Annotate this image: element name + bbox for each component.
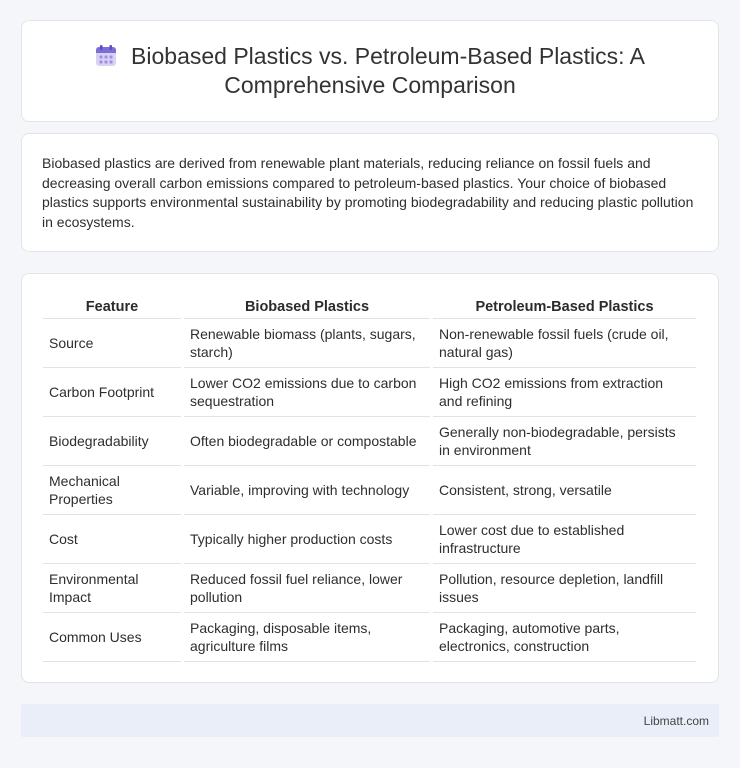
- page-title-container: [50, 42, 690, 100]
- feature-cell: Biodegradability: [43, 417, 181, 466]
- intro-paragraph: Biobased plastics are derived from renewable plant materials, reducing reliance on fossil fuels and decreasing overall carbon emissions compared to petroleum-based plastics. Your choice of biobased plastics supports environmental sustainability by promoting biodegradability and reducing plastic pollution in ecosystems.: [42, 155, 694, 230]
- petroleum-cell: Lower cost due to established infrastructure: [433, 515, 696, 564]
- page-title: Biobased Plastics vs. Petroleum-Based Plastics: A Comprehensive Comparison: [131, 43, 645, 98]
- table-header-row: [43, 296, 696, 319]
- petroleum-cell: Pollution, resource depletion, landfill issues: [433, 564, 696, 613]
- biobased-cell: Renewable biomass (plants, sugars, starch): [184, 319, 430, 368]
- feature-cell: Carbon Footprint: [43, 368, 181, 417]
- comparison-table: [40, 296, 699, 662]
- biobased-cell: Often biodegradable or compostable: [184, 417, 430, 466]
- petroleum-cell: Packaging, automotive parts, electronics, construction: [433, 613, 696, 662]
- column-header-biobased: Biobased Plastics: [184, 296, 430, 319]
- table-row: [43, 515, 696, 564]
- table-row: [43, 613, 696, 662]
- column-header-petroleum: Petroleum-Based Plastics: [433, 296, 696, 319]
- petroleum-cell: Non-renewable fossil fuels (crude oil, natural gas): [433, 319, 696, 368]
- table-row: [43, 466, 696, 515]
- table-row: [43, 368, 696, 417]
- title-card: [21, 20, 719, 122]
- table-row: [43, 319, 696, 368]
- table-row: [43, 564, 696, 613]
- biobased-cell: Packaging, disposable items, agriculture films: [184, 613, 430, 662]
- petroleum-cell: High CO2 emissions from extraction and refining: [433, 368, 696, 417]
- feature-cell: Cost: [43, 515, 181, 564]
- calendar-icon: [95, 45, 117, 67]
- footer: [21, 704, 719, 737]
- feature-cell: Mechanical Properties: [43, 466, 181, 515]
- feature-cell: Source: [43, 319, 181, 368]
- petroleum-cell: Consistent, strong, versatile: [433, 466, 696, 515]
- comparison-card: [21, 273, 719, 683]
- footer-site-link[interactable]: Libmatt.com: [643, 713, 709, 728]
- feature-cell: Environmental Impact: [43, 564, 181, 613]
- petroleum-cell: Generally non-biodegradable, persists in environment: [433, 417, 696, 466]
- biobased-cell: Typically higher production costs: [184, 515, 430, 564]
- biobased-cell: Variable, improving with technology: [184, 466, 430, 515]
- biobased-cell: Lower CO2 emissions due to carbon sequestration: [184, 368, 430, 417]
- table-row: [43, 417, 696, 466]
- column-header-feature: Feature: [43, 296, 181, 319]
- biobased-cell: Reduced fossil fuel reliance, lower pollution: [184, 564, 430, 613]
- feature-cell: Common Uses: [43, 613, 181, 662]
- intro-card: [21, 133, 719, 252]
